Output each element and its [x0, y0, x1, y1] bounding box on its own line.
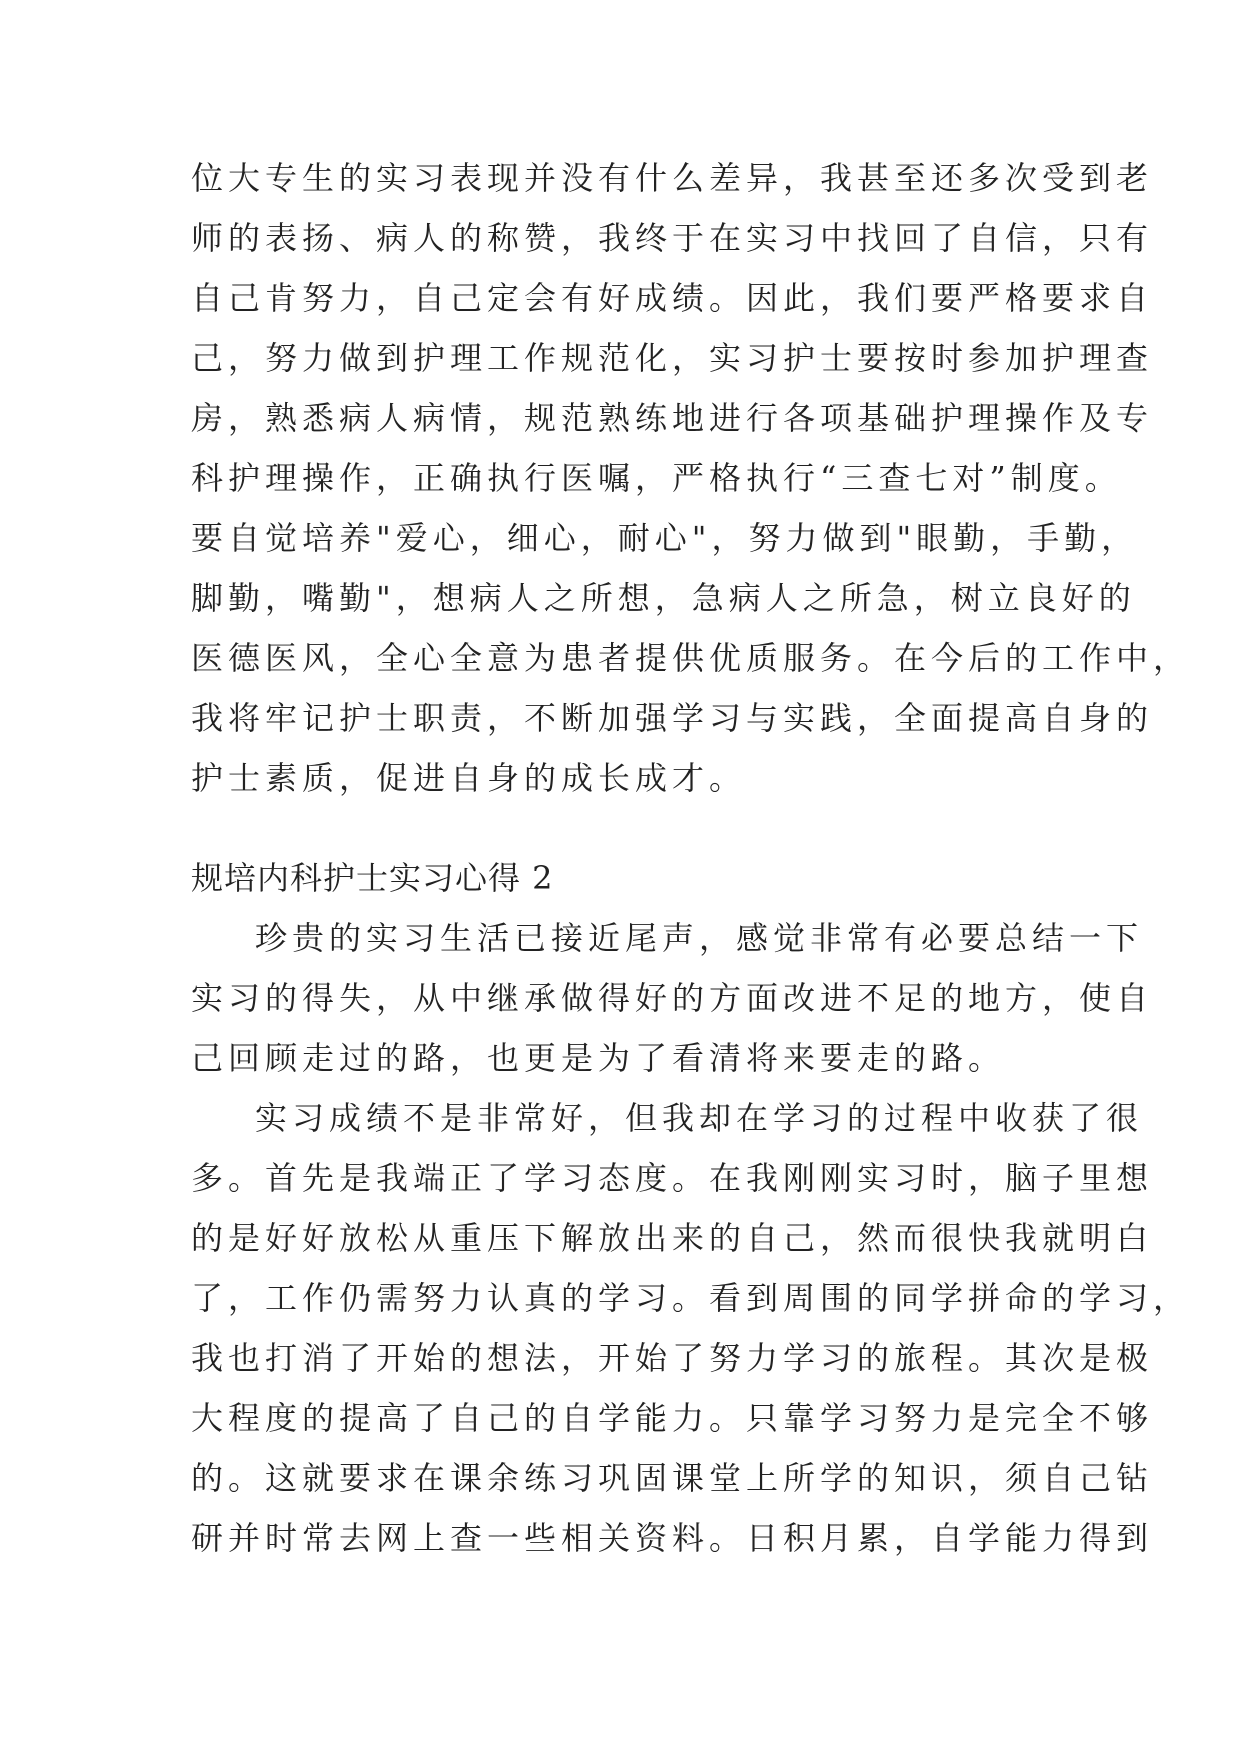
text-line: 的是好好放松从重压下解放出来的自己，然而很快我就明白: [191, 1219, 1154, 1257]
section-heading: 规培内科护士实习心得 2: [191, 859, 554, 897]
text-line: 实习的得失，从中继承做得好的方面改进不足的地方，使自: [191, 979, 1154, 1017]
paragraph-top: [191, 148, 1191, 808]
text-line: 了，工作仍需努力认真的学习。看到周围的同学拼命的学习，: [191, 1279, 1191, 1317]
text-line: 多。首先是我端正了学习态度。在我刚刚实习时，脑子里想: [191, 1159, 1154, 1197]
text-line: 脚勤，嘴勤"，想病人之所想，急病人之所急，树立良好的: [191, 579, 1136, 617]
paragraph-3: [191, 1088, 1191, 1568]
text-line: 实习成绩不是非常好，但我却在学习的过程中收获了很: [255, 1099, 1144, 1137]
text-line: 己回顾走过的路，也更是为了看清将来要走的路。: [191, 1039, 1006, 1077]
text-line: 自己肯努力，自己定会有好成绩。因此，我们要严格要求自: [191, 279, 1154, 317]
paragraph-2: [191, 908, 1154, 1088]
text-line: 大程度的提高了自己的自学能力。只靠学习努力是完全不够: [191, 1399, 1154, 1437]
text-line: 的。这就要求在课余练习巩固课堂上所学的知识，须自己钻: [191, 1459, 1154, 1497]
text-line: 护士素质，促进自身的成长成才。: [191, 759, 747, 797]
text-line: 我也打消了开始的想法，开始了努力学习的旅程。其次是极: [191, 1339, 1154, 1377]
text-line: 研并时常去网上查一些相关资料。日积月累，自学能力得到: [191, 1519, 1154, 1557]
text-line: 医德医风，全心全意为患者提供优质服务。在今后的工作中，: [191, 639, 1191, 677]
text-line: 我将牢记护士职责，不断加强学习与实践，全面提高自身的: [191, 699, 1154, 737]
text-line: 师的表扬、病人的称赞，我终于在实习中找回了自信，只有: [191, 219, 1154, 257]
text-line: 珍贵的实习生活已接近尾声，感觉非常有必要总结一下: [255, 919, 1144, 957]
text-line: 位大专生的实习表现并没有什么差异，我甚至还多次受到老: [191, 159, 1154, 197]
text-line: 房，熟悉病人病情，规范熟练地进行各项基础护理操作及专: [191, 399, 1154, 437]
section-heading-block: [191, 848, 1057, 908]
text-line: 己，努力做到护理工作规范化，实习护士要按时参加护理查: [191, 339, 1154, 377]
text-line: 科护理操作，正确执行医嘱，严格执行“三查七对”制度。: [191, 459, 1122, 497]
text-line: 要自觉培养"爱心，细心，耐心"，努力做到"眼勤，手勤，: [191, 519, 1139, 557]
